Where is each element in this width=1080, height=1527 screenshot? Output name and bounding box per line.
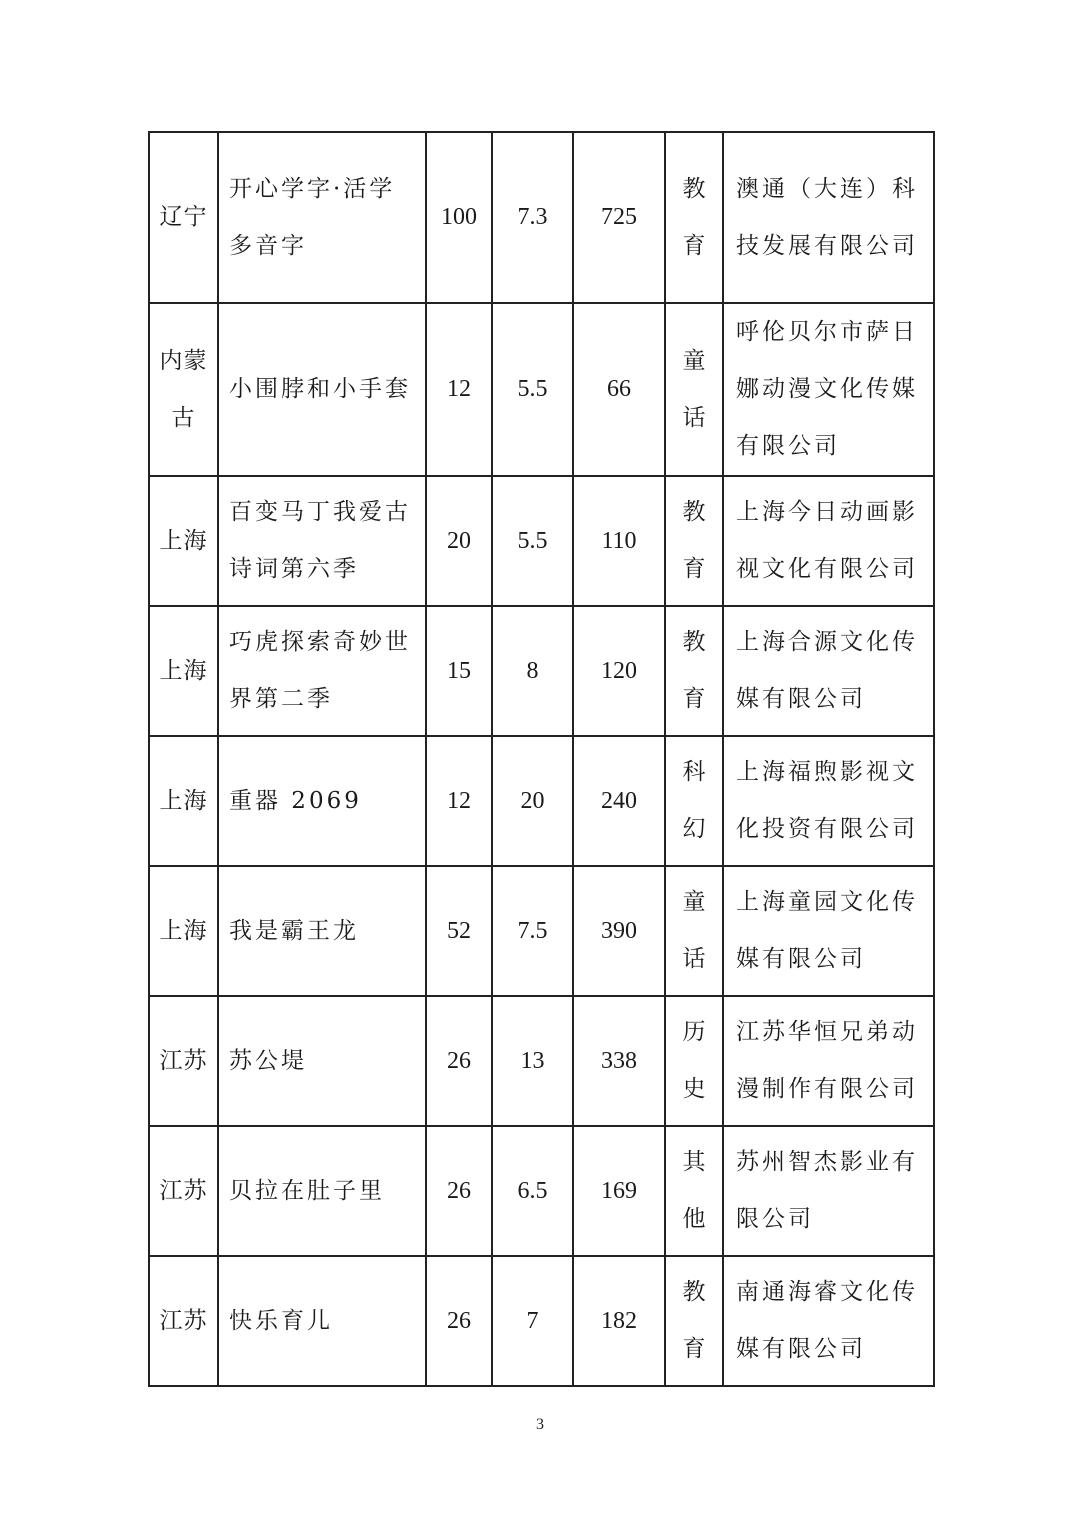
title-cell: 开心学字·活学多音字: [218, 132, 426, 303]
table-row: [149, 1256, 934, 1386]
company-cell: 澳通（大连）科技发展有限公司: [723, 132, 934, 303]
total-minutes-cell: 110: [573, 476, 665, 606]
company-cell: 上海童园文化传媒有限公司: [723, 866, 934, 996]
minutes-per-episode-cell: 7: [492, 1256, 573, 1386]
province-cell: 上海: [149, 866, 218, 996]
total-minutes-cell: 182: [573, 1256, 665, 1386]
episodes-cell: 26: [426, 996, 492, 1126]
province-cell: 辽宁: [149, 132, 218, 303]
page-number: 3: [536, 1416, 544, 1433]
genre-cell: 其他: [665, 1126, 723, 1256]
total-minutes-cell: 66: [573, 303, 665, 476]
minutes-per-episode-cell: 5.5: [492, 476, 573, 606]
company-cell: 苏州智杰影业有限公司: [723, 1126, 934, 1256]
table-row: [149, 866, 934, 996]
genre-cell: 科幻: [665, 736, 723, 866]
minutes-per-episode-cell: 20: [492, 736, 573, 866]
total-minutes-cell: 169: [573, 1126, 665, 1256]
genre-cell: 历史: [665, 996, 723, 1126]
data-table: [148, 131, 935, 1387]
title-cell: 重器 2069: [218, 736, 426, 866]
title-cell: 我是霸王龙: [218, 866, 426, 996]
total-minutes-cell: 120: [573, 606, 665, 736]
table-row: [149, 132, 934, 303]
company-cell: 南通海睿文化传媒有限公司: [723, 1256, 934, 1386]
genre-cell: 教育: [665, 1256, 723, 1386]
province-cell: 江苏: [149, 1126, 218, 1256]
table-row: [149, 736, 934, 866]
episodes-cell: 15: [426, 606, 492, 736]
genre-cell: 教育: [665, 476, 723, 606]
minutes-per-episode-cell: 13: [492, 996, 573, 1126]
total-minutes-cell: 240: [573, 736, 665, 866]
episodes-cell: 12: [426, 736, 492, 866]
animation-table: [148, 131, 935, 1387]
episodes-cell: 12: [426, 303, 492, 476]
table-row: [149, 476, 934, 606]
minutes-per-episode-cell: 6.5: [492, 1126, 573, 1256]
table-row: [149, 1126, 934, 1256]
table-row: [149, 996, 934, 1126]
province-cell: 上海: [149, 606, 218, 736]
company-cell: 上海福煦影视文化投资有限公司: [723, 736, 934, 866]
company-cell: 上海今日动画影视文化有限公司: [723, 476, 934, 606]
minutes-per-episode-cell: 5.5: [492, 303, 573, 476]
minutes-per-episode-cell: 7.3: [492, 132, 573, 303]
episodes-cell: 100: [426, 132, 492, 303]
company-cell: 江苏华恒兄弟动漫制作有限公司: [723, 996, 934, 1126]
title-cell: 快乐育儿: [218, 1256, 426, 1386]
title-cell: 苏公堤: [218, 996, 426, 1126]
episodes-cell: 20: [426, 476, 492, 606]
title-cell: 巧虎探索奇妙世界第二季: [218, 606, 426, 736]
table-row: [149, 303, 934, 476]
total-minutes-cell: 725: [573, 132, 665, 303]
episodes-cell: 26: [426, 1256, 492, 1386]
province-cell: 江苏: [149, 996, 218, 1126]
table-row: [149, 606, 934, 736]
episodes-cell: 26: [426, 1126, 492, 1256]
province-cell: 上海: [149, 476, 218, 606]
genre-cell: 教育: [665, 132, 723, 303]
genre-cell: 教育: [665, 606, 723, 736]
title-cell: 百变马丁我爱古诗词第六季: [218, 476, 426, 606]
genre-cell: 童话: [665, 866, 723, 996]
total-minutes-cell: 390: [573, 866, 665, 996]
minutes-per-episode-cell: 7.5: [492, 866, 573, 996]
genre-cell: 童话: [665, 303, 723, 476]
province-cell: 上海: [149, 736, 218, 866]
province-cell: 江苏: [149, 1256, 218, 1386]
minutes-per-episode-cell: 8: [492, 606, 573, 736]
province-cell: 内蒙古: [149, 303, 218, 476]
total-minutes-cell: 338: [573, 996, 665, 1126]
company-cell: 呼伦贝尔市萨日娜动漫文化传媒有限公司: [723, 303, 934, 476]
company-cell: 上海合源文化传媒有限公司: [723, 606, 934, 736]
episodes-cell: 52: [426, 866, 492, 996]
title-cell: 小围脖和小手套: [218, 303, 426, 476]
title-cell: 贝拉在肚子里: [218, 1126, 426, 1256]
